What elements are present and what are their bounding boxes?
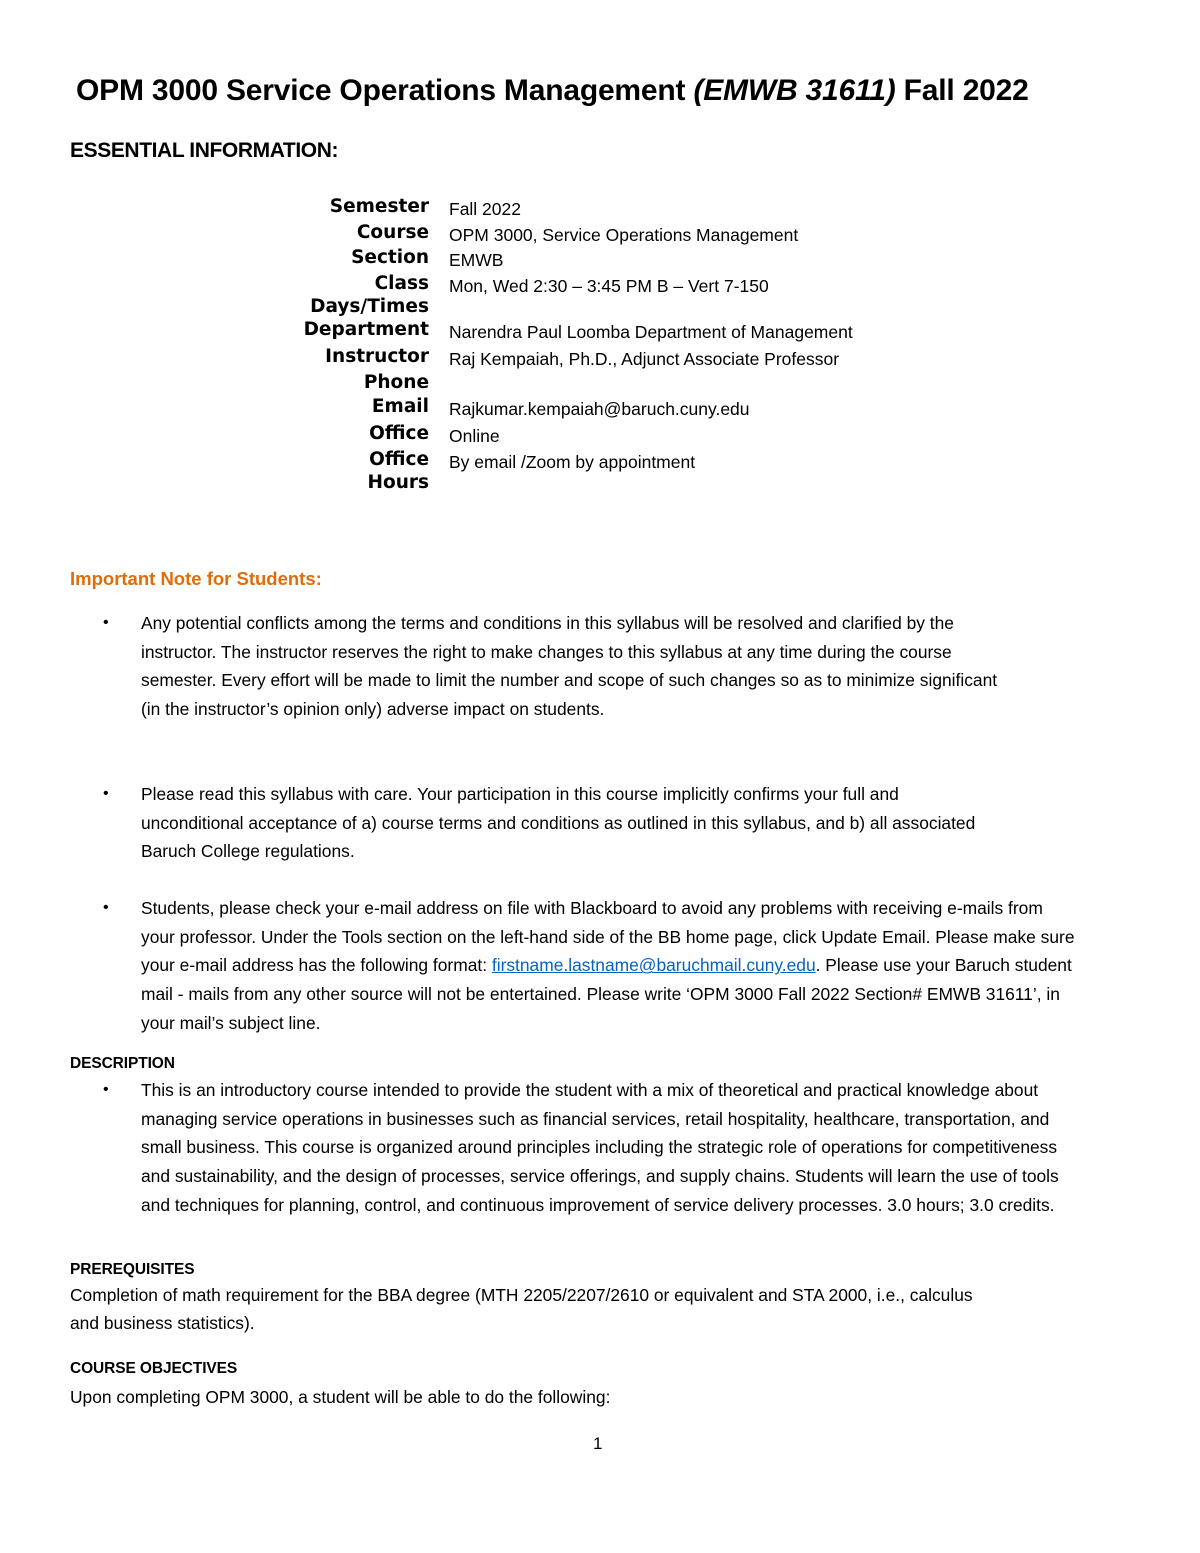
bullet-icon: • bbox=[103, 614, 109, 631]
page-number: 1 bbox=[593, 1434, 603, 1453]
course-objectives-text: Upon completing OPM 3000, a student will be able to do the following: bbox=[70, 1387, 611, 1407]
bullet-line: unconditional acceptance of a) course terms and conditions as outlined in this syllabus, and b) all associated bbox=[141, 812, 976, 833]
class-label: Class bbox=[374, 273, 429, 294]
section-value: EMWB bbox=[449, 250, 504, 270]
instructor-label: Instructor bbox=[325, 346, 429, 367]
bullet-icon: • bbox=[103, 1081, 109, 1098]
section-label: Section bbox=[351, 247, 429, 268]
essential-information-heading: ESSENTIAL INFORMATION: bbox=[70, 139, 339, 162]
class-value: Mon, Wed 2:30 – 3:45 PM B – Vert 7-150 bbox=[449, 276, 769, 296]
description-line: managing service operations in businesses such as financial services, retail hospitality, healthcare, transportation, and bbox=[141, 1108, 1050, 1129]
bullet-line: (in the instructor’s opinion only) adverse impact on students. bbox=[141, 699, 605, 720]
description-line: and sustainability, and the design of processes, service offerings, and supply chains. Students will learn the use of tools bbox=[141, 1166, 1059, 1187]
course-objectives-heading: COURSE OBJECTIVES bbox=[70, 1360, 238, 1377]
description-heading: DESCRIPTION bbox=[70, 1055, 175, 1072]
office-hours-label: Office bbox=[369, 449, 429, 470]
semester-value: Fall 2022 bbox=[449, 199, 521, 219]
prerequisites-heading: PREREQUISITES bbox=[70, 1261, 195, 1278]
department-label: Department bbox=[303, 319, 429, 340]
description-line: This is an introductory course intended to provide the student with a mix of theoretical and practical knowledge about bbox=[141, 1080, 1039, 1100]
bullet-text bbox=[141, 780, 1200, 866]
office-value: Online bbox=[449, 426, 500, 446]
office-hours-label-2: Hours bbox=[367, 472, 429, 493]
bullet-line: mail - mails from any other source will not be entertained. Please write ‘OPM 3000 Fall 2022 Section# EMWB 31611’, in bbox=[141, 984, 1060, 1005]
email-label: Email bbox=[371, 396, 429, 417]
description-line: small business. This course is organized around principles including the strategic role of operations for competitiveness bbox=[141, 1137, 1058, 1158]
title-course: OPM 3000 Service Operations Management bbox=[76, 74, 694, 107]
title-term: Fall 2022 bbox=[895, 74, 1029, 107]
days-times-label: Days/Times bbox=[310, 296, 429, 317]
bullet-line: Any potential conflicts among the terms and conditions in this syllabus will be resolved and clarified by the bbox=[141, 613, 954, 633]
bullet-text bbox=[141, 894, 1200, 1038]
email-format-link[interactable]: firstname.lastname@baruchmail.cuny.edu bbox=[491, 955, 816, 976]
bullet-icon: • bbox=[103, 785, 109, 802]
bullet-line: instructor. The instructor reserves the right to make changes to this syllabus at any time during the course bbox=[141, 641, 952, 662]
instructor-value: Raj Kempaiah, Ph.D., Adjunct Associate Professor bbox=[449, 349, 840, 369]
bullet-text bbox=[141, 609, 1200, 724]
bullet-line: your professor. Under the Tools section on the left-hand side of the BB home page, click Update Email. Please make sure bbox=[141, 926, 1075, 947]
bullet-line: your mail’s subject line. bbox=[141, 1012, 321, 1033]
bullet-line: semester. Every effort will be made to limit the number and scope of such changes so as to minimize significant bbox=[141, 670, 998, 691]
description-line: and techniques for planning, control, and continuous improvement of service delivery processes. 3.0 hours; 3.0 credits. bbox=[141, 1194, 1055, 1215]
semester-label: Semester bbox=[329, 196, 429, 217]
bullet-icon: • bbox=[103, 899, 109, 916]
office-label: Office bbox=[369, 423, 429, 444]
office-hours-value: By email /Zoom by appointment bbox=[449, 452, 696, 472]
bullet-line: Please read this syllabus with care. Your participation in this course implicitly confirms your full and bbox=[141, 784, 899, 804]
prerequisites-line: Completion of math requirement for the BBA degree (MTH 2205/2207/2610 or equivalent and STA 2000, i.e., calculus bbox=[70, 1285, 973, 1305]
course-label: Course bbox=[356, 222, 429, 243]
description-text bbox=[141, 1076, 1200, 1220]
department-value: Narendra Paul Loomba Department of Management bbox=[449, 322, 853, 342]
bullet-line: your e-mail address has the following format: bbox=[141, 955, 492, 976]
document-title bbox=[76, 74, 1029, 108]
bullet-line: . Please use your Baruch student bbox=[815, 955, 1072, 976]
prerequisites-line: and business statistics). bbox=[70, 1313, 255, 1333]
title-section: (EMWB 31611) bbox=[693, 74, 896, 107]
bullet-line: Students, please check your e-mail address on file with Blackboard to avoid any problems with receiving e-mails from bbox=[141, 898, 1043, 918]
prerequisites-text bbox=[70, 1281, 973, 1337]
important-note-heading: Important Note for Students: bbox=[70, 568, 322, 589]
course-value: OPM 3000, Service Operations Management bbox=[449, 225, 799, 245]
phone-label: Phone bbox=[363, 372, 429, 393]
bullet-line: Baruch College regulations. bbox=[141, 841, 355, 862]
email-value: Rajkumar.kempaiah@baruch.cuny.edu bbox=[449, 399, 750, 419]
